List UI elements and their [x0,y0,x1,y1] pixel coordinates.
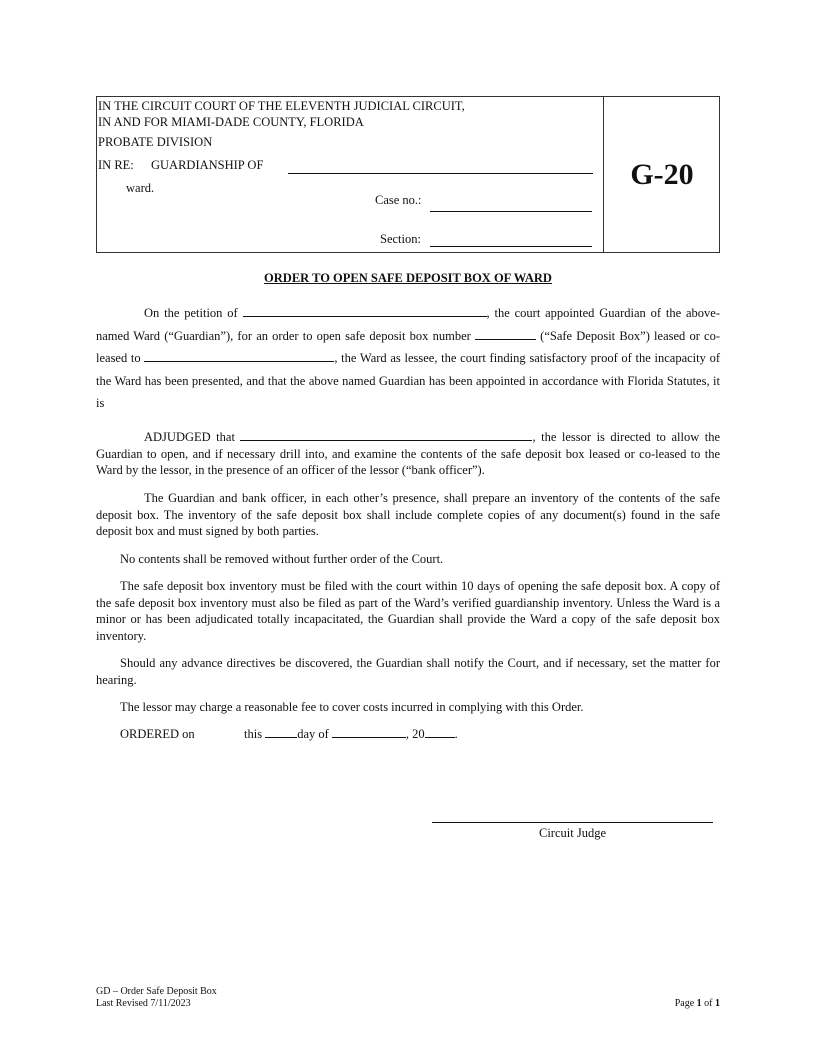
filing-paragraph: The safe deposit box inventory must be filed with the court within 10 days of opening the safe deposit box. A copy of the safe deposit box inventory must also be filed as part of the Ward’s verified guardianship inventory. Unless the Ward is a minor or has been adjudicated totally incapacitated, the Guardian shall provide the Ward a copy of the safe deposit box inventory. [96,579,720,643]
day-field[interactable] [265,726,297,738]
no-removal-paragraph: No contents shall be removed without further order of the Court. [120,552,444,566]
page-number [640,998,720,1010]
lessor-name-field[interactable] [240,429,532,441]
court-line-2: IN AND FOR MIAMI-DADE COUNTY, FLORIDA [98,115,364,129]
lessee-name-field[interactable] [144,350,334,362]
p1-text-b: , the court appointed Guardian of the above-named Ward (“Guardian”), for an order to open safe deposit box number [96,306,721,343]
year-field[interactable] [425,726,455,738]
section-field[interactable] [430,246,592,247]
division-label: PROBATE DIVISION [98,135,213,149]
petitioner-name-field[interactable] [243,305,487,317]
in-re-label: IN RE: [98,158,134,172]
case-no-field[interactable] [430,211,592,212]
guardianship-label: GUARDIANSHIP OF [151,158,264,172]
section-label: Section: [380,232,421,246]
p2-text-a: ADJUDGED that [144,430,235,444]
page-of: of [704,998,713,1009]
adjudged-paragraph [96,429,720,479]
judge-signature-label: Circuit Judge [538,826,606,840]
month-field[interactable] [332,726,406,738]
inventory-paragraph: The Guardian and bank officer, in each other’s presence, shall prepare an inventory of the contents of the safe deposit box. The inventory of the safe deposit box shall include complete copies of any document(s) found in the safe deposit box and must signed by both parties. [96,491,720,538]
footer-form-name: GD – Order Safe Deposit Box [96,986,217,997]
page-prefix: Page [674,998,695,1009]
page-current: 1 [696,998,702,1009]
footer-revised: Last Revised 7/11/2023 [96,998,191,1009]
document-title: ORDER TO OPEN SAFE DEPOSIT BOX OF WARD [264,271,552,285]
date-period: . [454,727,458,741]
date-line [244,726,458,742]
this-label: this [244,727,263,741]
case-no-label: Case no.: [375,193,422,207]
page-total: 1 [715,998,720,1009]
judge-signature-line[interactable] [432,822,713,823]
fee-paragraph: The lessor may charge a reasonable fee to cover costs incurred in complying with this Order. [120,700,584,714]
ward-label: ward. [126,181,155,195]
petition-paragraph [96,302,720,415]
form-code: G-20 [630,157,694,191]
day-of-label: day of [297,727,329,741]
advance-directives-paragraph: Should any advance directives be discovered, the Guardian shall notify the Court, and if necessary, set the matter for hearing. [96,656,720,687]
p2-text-b: , the lessor is directed to allow the Guardian to open, and if necessary drill into, and examine the contents of the safe deposit box leased or co-leased to the Ward by the lessor, in the presence of an officer of the lessor (“bank officer”). [96,430,721,477]
ordered-on-label: ORDERED on [120,727,195,741]
court-line-1: IN THE CIRCUIT COURT OF THE ELEVENTH JUDICIAL CIRCUIT, [98,99,465,113]
p1-text-a: On the petition of [144,306,238,320]
box-number-field[interactable] [475,328,536,340]
p1-text-d: , the Ward as lessee, the court finding satisfactory proof of the incapacity of the Ward has been presented, and that the above named Guardian has been appointed in accordance with Florida Statutes, it is [96,351,720,410]
p1-text-c: (“Safe Deposit Box”) leased or co-leased to [96,328,721,365]
year-prefix: , 20 [405,727,425,741]
ward-name-field[interactable] [288,173,593,174]
